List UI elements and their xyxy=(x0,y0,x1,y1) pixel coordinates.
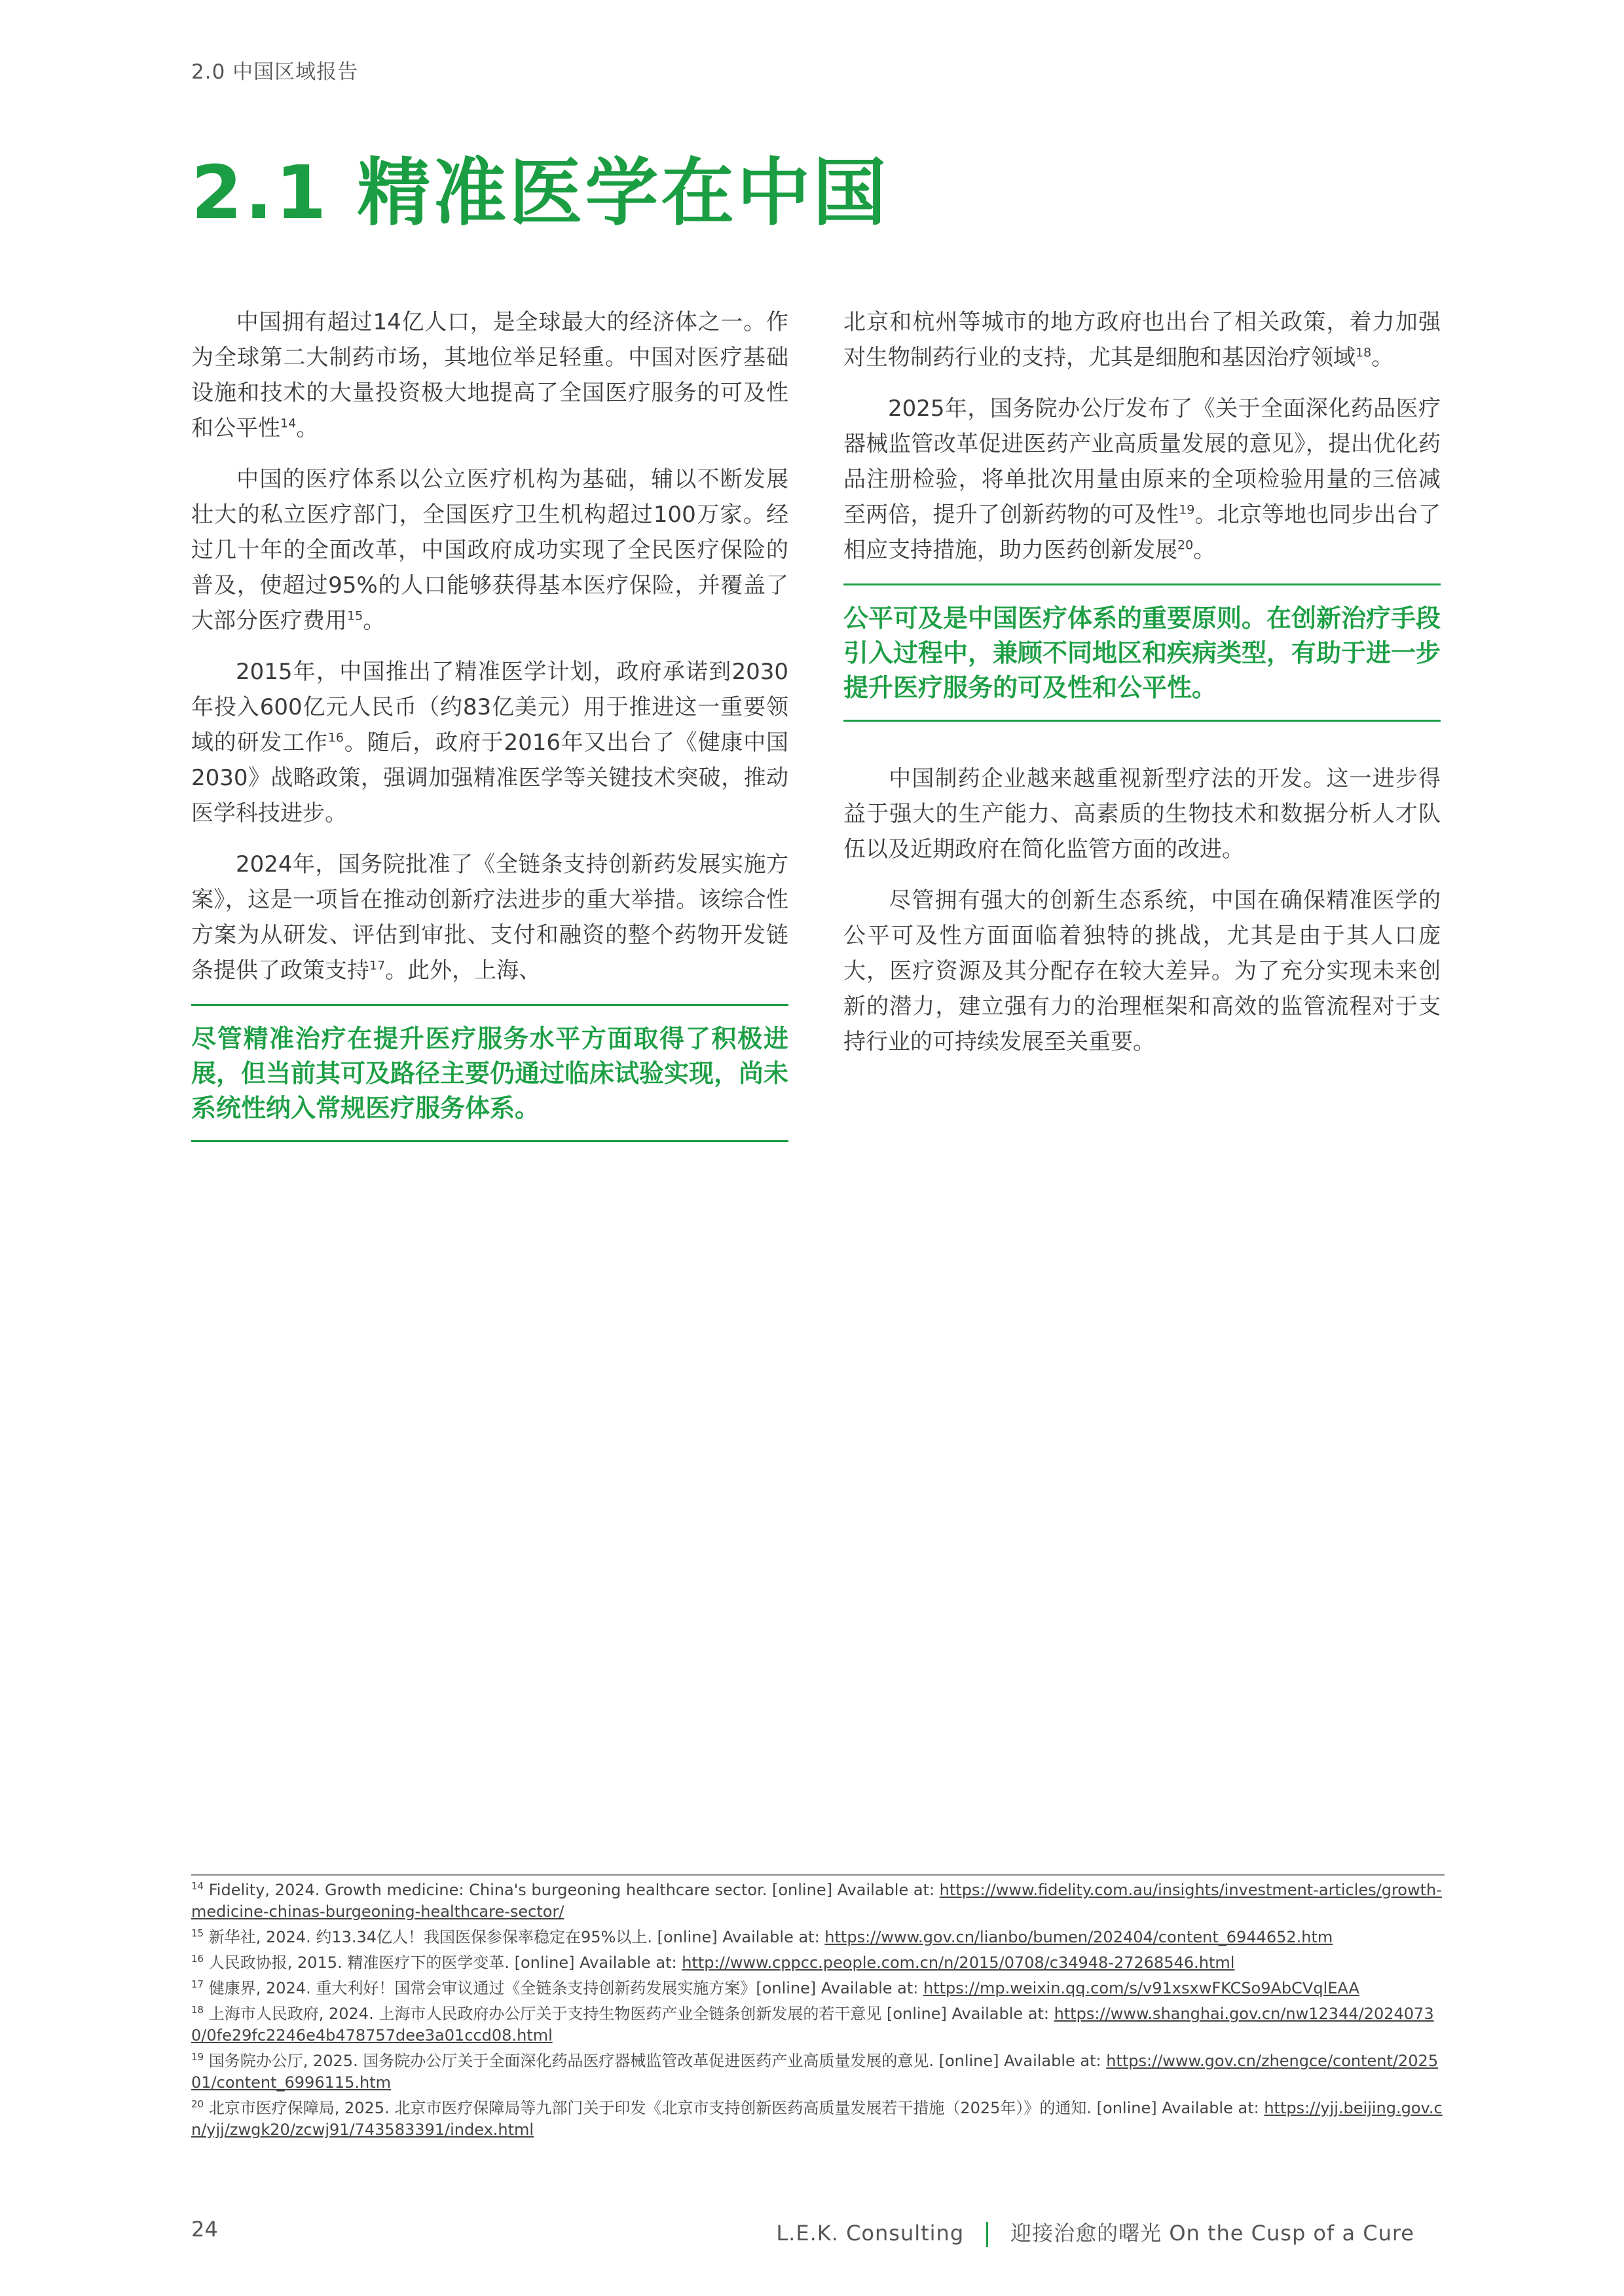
footnote: $^{14}$ Fidelity, 2024. Growth medicine: China's burgeoning healthcare sector. [online] Available at: https://www.fidelity.com.au/insights/investment-articles/growth-medicine-chinas-burgeoning-healthcare-sector/ xyxy=(191,1880,1442,1921)
footnote-ref[interactable]: 17 xyxy=(369,958,386,973)
footnote-ref[interactable]: 20 xyxy=(1177,538,1194,553)
footer-brand xyxy=(776,2217,1414,2247)
footnote: $^{15}$ 新华社, 2024. 约13.34亿人！我国医保参保率稳定在95%以上. [online] Available at: https://www.gov.cn/lianbo/bumen/202404/content_6944652.htm xyxy=(191,1927,1333,1946)
pull-quote: 公平可及是中国医疗体系的重要原则。在创新治疗手段引入过程中，兼顾不同地区和疾病类型，有助于进一步提升医疗服务的可及性和公平性。 xyxy=(843,583,1441,722)
company-name: L.E.K. Consulting xyxy=(776,2221,965,2246)
page-number: 24 xyxy=(191,2217,218,2242)
footnote-link[interactable]: https://www.fidelity.com.au/insights/investment-articles/growth-medicine-chinas-burgeoning-healthcare-sector/ xyxy=(191,1881,1442,1921)
footnote-link[interactable]: https://www.gov.cn/lianbo/bumen/202404/content_6944652.htm xyxy=(824,1928,1333,1946)
footnote-link[interactable]: http://www.cppcc.people.com.cn/n/2015/0708/c34948-27268546.html xyxy=(682,1953,1235,1972)
body-paragraph: 2015年，中国推出了精准医学计划，政府承诺到2030年投入600亿元人民币（约83亿美元）用于推进这一重要领域的研发工作$^{16}$。随后，政府于2016年又出台了《健康中国2030》战略政策，强调加强精准医学等关键技术突破，推动医学科技进步。 xyxy=(191,659,789,826)
footnote-ref[interactable]: 15 xyxy=(347,608,363,623)
footnotes xyxy=(191,1879,1445,2145)
footnote-ref[interactable]: 16 xyxy=(327,730,344,745)
footnote-link[interactable]: https://mp.weixin.qq.com/s/v91xsxwFKCSo9AbCVqlEAA xyxy=(923,1979,1359,1997)
footnote-ref[interactable]: 19 xyxy=(1179,502,1195,517)
footnote-divider xyxy=(191,1874,1445,1876)
footnote-link[interactable]: https://yjj.beijing.gov.cn/yjj/zwgk20/zcwj91/743583391/index.html xyxy=(191,2099,1443,2139)
footnote-link[interactable]: https://www.shanghai.gov.cn/nw12344/20240730/0fe29fc2246e4b478757dee3a01ccd08.html xyxy=(191,2005,1434,2045)
footnote-ref[interactable]: 18 xyxy=(1356,345,1372,360)
body-paragraph: 尽管拥有强大的创新生态系统，中国在确保精准医学的公平可及性方面面临着独特的挑战，尤其是由于其人口庞大，医疗资源及其分配存在较大差异。为了充分实现未来创新的潜力，建立强有力的治理框架和高效的监管流程对于支持行业的可持续发展至关重要。 xyxy=(843,887,1441,1055)
right-column xyxy=(843,305,1441,1075)
footnote: $^{17}$ 健康界, 2024. 重大利好！国常会审议通过《全链条支持创新药发展实施方案》[online] Available at: https://mp.weixin.qq.com/s/v91xsxwFKCSo9AbCVqlEAA xyxy=(191,1978,1359,1997)
footnote: $^{19}$ 国务院办公厅, 2025. 国务院办公厅关于全面深化药品医疗器械监管改革促进医药产业高质量发展的意见. [online] Available at: https://www.gov.cn/zhengce/content/202501/content_6996115.htm xyxy=(191,2051,1439,2092)
footnote: $^{20}$ 北京市医疗保障局, 2025. 北京市医疗保障局等九部门关于印发《北京市支持创新医药高质量发展若干措施（2025年）》的通知. [online] Available at: https://yjj.beijing.gov.cn/yjj/zwgk20/zcwj91/743583391/index.html xyxy=(191,2098,1443,2139)
body-paragraph: 中国制药企业越来越重视新型疗法的开发。这一进步得益于强大的生产能力、高素质的生物技术和数据分析人才队伍以及近期政府在简化监管方面的改进。 xyxy=(843,766,1441,862)
footnote: $^{18}$ 上海市人民政府, 2024. 上海市人民政府办公厅关于支持生物医药产业全链条创新发展的若干意见 [online] Available at: https://www.shanghai.gov.cn/nw12344/20240730/0fe29fc2246e4b478757dee3a01ccd08.html xyxy=(191,2004,1434,2045)
left-column xyxy=(191,305,788,1181)
body-paragraph: 2024年，国务院批准了《全链条支持创新药发展实施方案》，这是一项旨在推动创新疗法进步的重大举措。该综合性方案为从研发、评估到审批、支付和融资的整个药物开发链条提供了政策支持$^{17}$。此外，上海、 xyxy=(191,851,788,984)
body-paragraph: 中国的医疗体系以公立医疗机构为基础，辅以不断发展壮大的私立医疗部门，全国医疗卫生机构超过100万家。经过几十年的全面改革，中国政府成功实现了全民医疗保险的普及，使超过95%的人口能够获得基本医疗保险，并覆盖了大部分医疗费用$^{15}$。 xyxy=(191,466,788,634)
footer-divider xyxy=(986,2222,988,2247)
body-paragraph: 北京和杭州等城市的地方政府也出台了相关政策，着力加强对生物制药行业的支持，尤其是细胞和基因治疗领域$^{18}$。 xyxy=(843,309,1441,371)
footnote: $^{16}$ 人民政协报, 2015. 精准医疗下的医学变革. [online] Available at: http://www.cppcc.people.com.cn/n/2015/0708/c34948-27268546.html xyxy=(191,1953,1235,1972)
body-paragraph: 2025年，国务院办公厅发布了《关于全面深化药品医疗器械监管改革促进医药产业高质量发展的意见》，提出优化药品注册检验，将单批次用量由原来的全项检验用量的三倍减至两倍，提升了创新药物的可及性$^{19}$。北京等地也同步出台了相应支持措施，助力医药创新发展$^{20}$。 xyxy=(843,396,1441,563)
footnote-ref[interactable]: 14 xyxy=(280,416,297,431)
body-paragraph: 中国拥有超过14亿人口，是全球最大的经济体之一。作为全球第二大制药市场，其地位举足轻重。中国对医疗基础设施和技术的大量投资极大地提高了全国医疗服务的可及性和公平性$^{14}$。 xyxy=(191,309,788,441)
page-title: 2.1 精准医学在中国 xyxy=(191,151,889,236)
footnote-link[interactable]: https://www.gov.cn/zhengce/content/202501/content_6996115.htm xyxy=(191,2052,1439,2092)
pull-quote: 尽管精准治疗在提升医疗服务水平方面取得了积极进展，但当前其可及路径主要仍通过临床试验实现，尚未系统性纳入常规医疗服务体系。 xyxy=(191,1004,788,1142)
section-label: 2.0 中国区域报告 xyxy=(191,60,359,84)
report-title: 迎接治愈的曙光 On the Cusp of a Cure xyxy=(1010,2221,1414,2246)
